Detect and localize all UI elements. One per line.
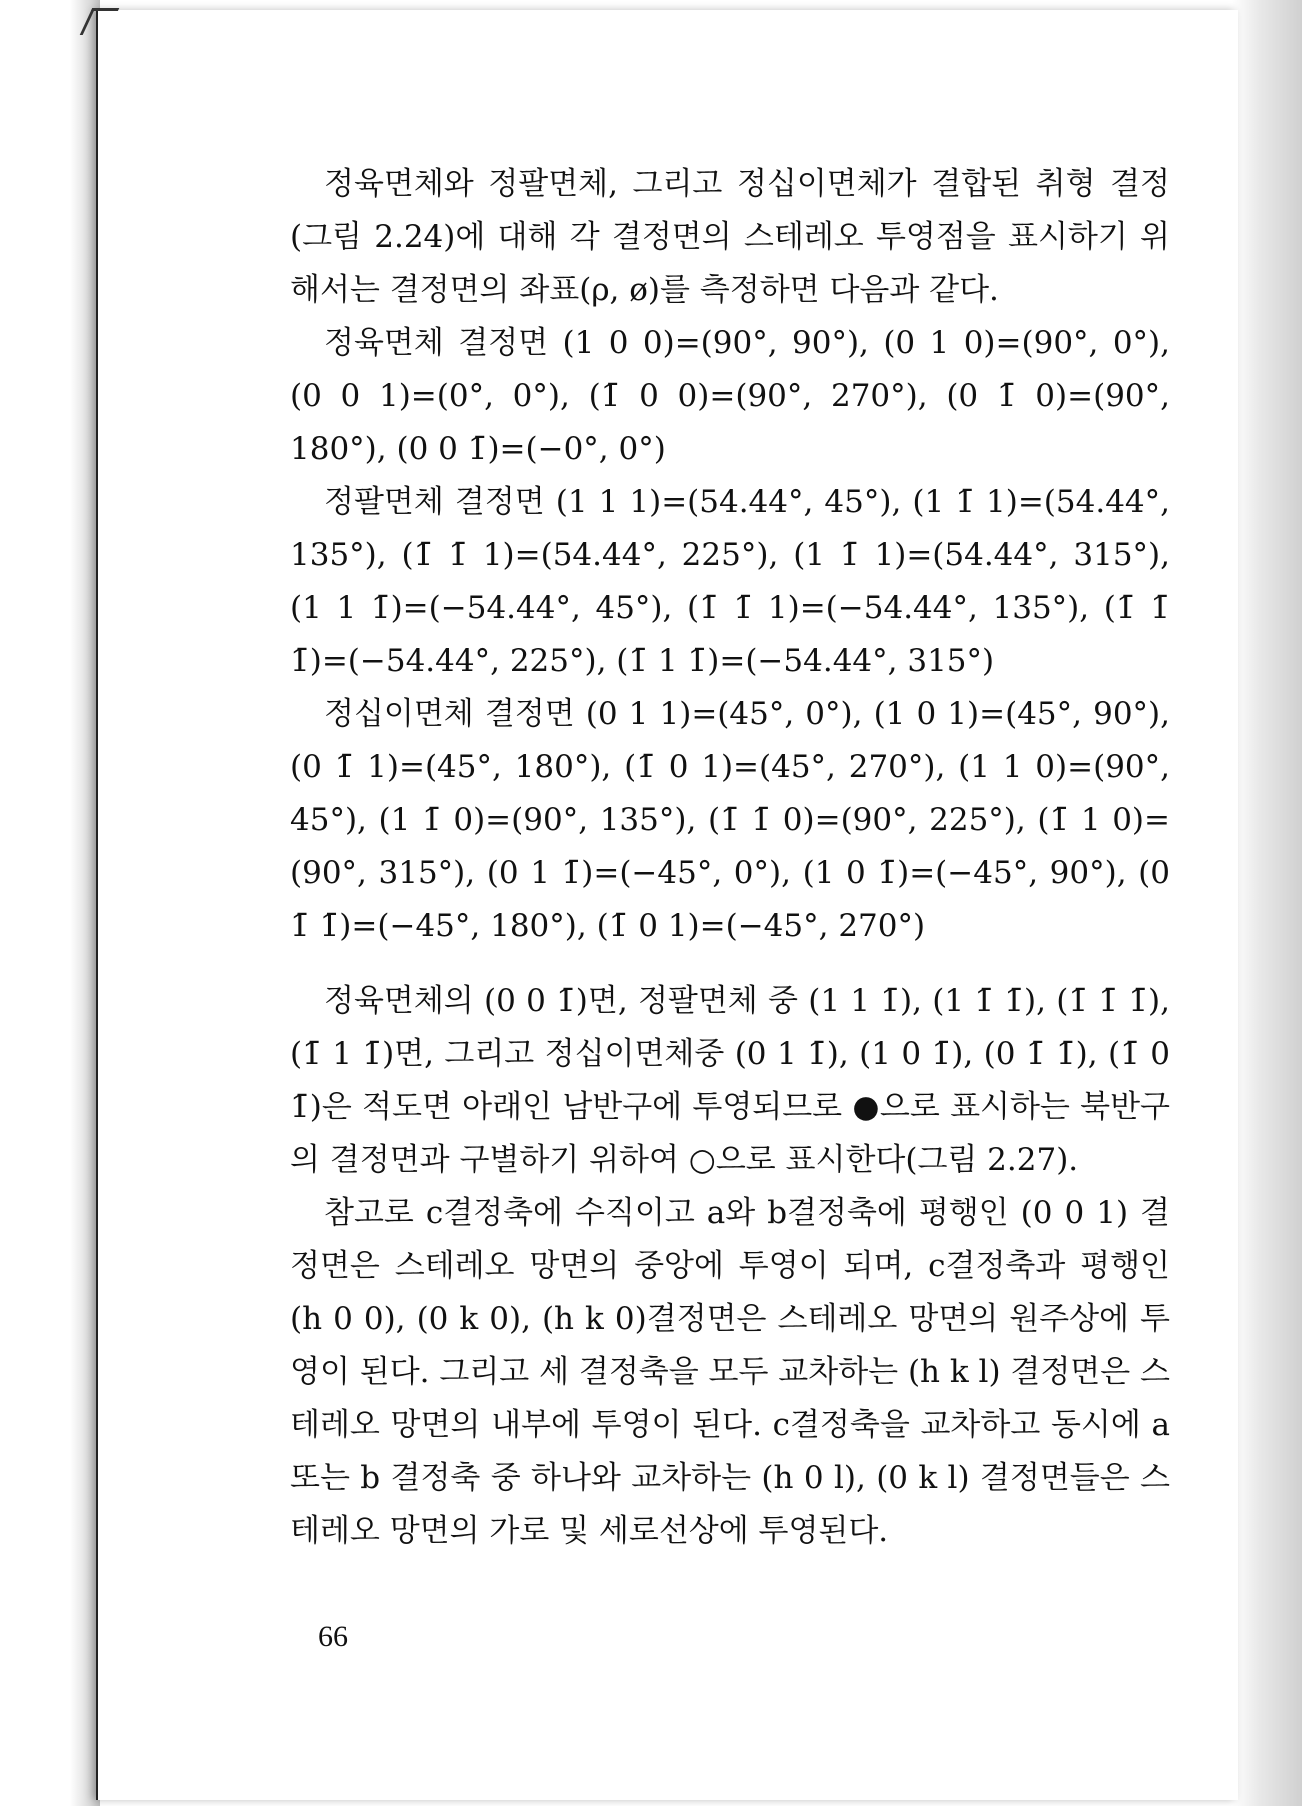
text-block-bottom: [290, 975, 1170, 1558]
page-edge-shadow-right: [1232, 0, 1302, 1806]
paragraph-dodecahedron-faces: 정십이면체 결정면 (0 1 1)=(45°, 0°), (1 0 1)=(45°, 90°), (0 1̄ 1)=(45°, 180°), (1̄ 0 1)=(45°, 270°), (1 1 0)=(90°, 45°), (1 1̄ 0)=(90°, 135°), (1̄ 1̄ 0)=(90°, 225°), (1̄ 1 0)=(90°, 315°), (0 1 1̄)=(−45°, 0°), (1 0 1̄)=(−45°, 90°), (0 1̄ 1̄)=(−45°, 180°), (1̄ 0 1)=(−45°, 270°): [290, 696, 1170, 944]
paragraph-intro: 정육면체와 정팔면체, 그리고 정십이면체가 결합된 취형 결정(그림 2.24)에 대해 각 결정면의 스테레오 투영점을 표시하기 위해서는 결정면의 좌표(ρ, ø)를 측정하면 다음과 같다.: [290, 166, 1170, 308]
paragraph-cube-faces: 정육면체 결정면 (1 0 0)=(90°, 90°), (0 1 0)=(90°, 0°), (0 0 1)=(0°, 0°), (1̄ 0 0)=(90°, 270°), (0 1̄ 0)=(90°, 180°), (0 0 1̄)=(−0°, 0°): [290, 325, 1170, 467]
paragraph-octahedron-faces: 정팔면체 결정면 (1 1 1)=(54.44°, 45°), (1 1̄ 1)=(54.44°, 135°), (1̄ 1̄ 1)=(54.44°, 225°), (1 1̄ 1)=(54.44°, 315°), (1 1 1̄)=(−54.44°, 45°), (1̄ 1̄ 1)=(−54.44°, 135°), (1̄ 1̄ 1̄)=(−54.44°, 225°), (1̄ 1 1̄)=(−54.44°, 315°): [290, 484, 1170, 679]
page-number: 66: [318, 1620, 348, 1653]
text-block-top: [290, 158, 1170, 953]
paragraph-southern-hemisphere: 정육면체의 (0 0 1̄)면, 정팔면체 중 (1 1 1̄), (1 1̄ 1̄), (1̄ 1̄ 1̄), (1̄ 1 1̄)면, 그리고 정십이면체중 (0 1 1̄), (1 0 1̄), (0 1̄ 1̄), (1̄ 0 1̄)은 적도면 아래인 남반구에 투영되므로 ●으로 표시하는 북반구의 결정면과 구별하기 위하여 ○으로 표시한다(그림 2.27).: [290, 983, 1170, 1178]
paragraph-reference-note: 참고로 c결정축에 수직이고 a와 b결정축에 평행인 (0 0 1) 결정면은 스테레오 망면의 중앙에 투영이 되며, c결정축과 평행인 (h 0 0), (0 k 0), (h k 0)결정면은 스테레오 망면의 원주상에 투영이 된다. 그리고 세 결정축을 모두 교차하는 (h k l) 결정면은 스테레오 망면의 내부에 투영이 된다. c결정축을 교차하고 동시에 a 또는 b 결정축 중 하나와 교차하는 (h 0 l), (0 k l) 결정면들은 스테레오 망면의 가로 및 세로선상에 투영된다.: [290, 1195, 1170, 1549]
